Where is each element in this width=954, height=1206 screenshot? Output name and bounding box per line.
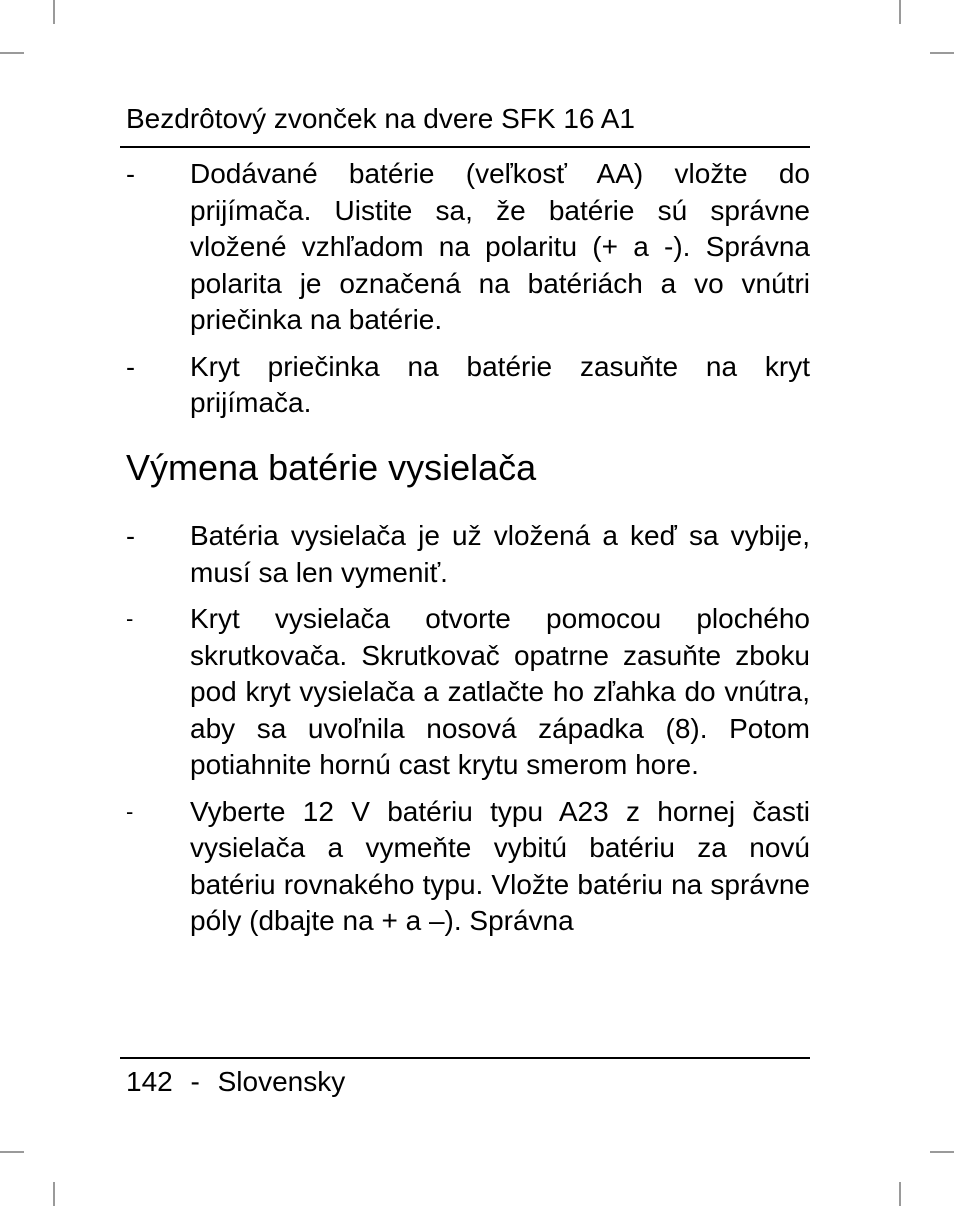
list-item-text: Batéria vysielača je už vložená a keď sa vybije, musí sa len vymeniť. bbox=[190, 520, 810, 588]
list-bullet: - bbox=[126, 606, 134, 631]
footer-language: Slovensky bbox=[217, 1066, 346, 1097]
crop-mark-bottom-right-horizontal bbox=[930, 1151, 954, 1153]
list-item-text: Vyberte 12 V batériu typu A23 z hornej časti vysielača a vymeňte vybitú batériu za novú batériu rovnakého typu. Vložte batériu na správne póly (dbajte na + a –). Správna bbox=[190, 795, 810, 936]
crop-mark-top-right bbox=[899, 0, 901, 24]
crop-mark-bottom-left-horizontal bbox=[0, 1151, 24, 1153]
list-item bbox=[126, 518, 810, 591]
page-footer bbox=[126, 1064, 345, 1100]
list-bullet: - bbox=[126, 798, 134, 824]
crop-mark-top-left-horizontal bbox=[0, 52, 24, 54]
transmitter-battery-list bbox=[126, 518, 810, 940]
list-item bbox=[126, 156, 810, 339]
list-item-text: Kryt vysielača otvorte pomocou plochého skrutkovača. Skrutkovač opatrne zasuňte zboku pod kryt vysielača a zatlačte ho zľahka do vnútra, aby sa uvoľnila nosová západka (8). Potom potiahnite hornú cast krytu smerom hore. bbox=[190, 603, 810, 780]
crop-mark-bottom-left bbox=[53, 1182, 55, 1206]
footer-separator: - bbox=[190, 1066, 200, 1097]
list-bullet: - bbox=[126, 351, 135, 382]
crop-mark-top-right-horizontal bbox=[930, 52, 954, 54]
list-item bbox=[126, 349, 810, 422]
list-item bbox=[126, 601, 810, 784]
crop-mark-top-left bbox=[53, 0, 55, 24]
footer-rule bbox=[120, 1057, 810, 1059]
crop-mark-bottom-right bbox=[899, 1182, 901, 1206]
list-item bbox=[126, 794, 810, 940]
battery-insert-list bbox=[126, 156, 810, 422]
list-item-text: Dodávané batérie (veľkosť AA) vložte do prijímača. Uistite sa, že batérie sú správne vložené vzhľadom na polaritu (+ a -). Správna polarita je označená na batériách a vo vnútri priečinka na batérie. bbox=[190, 158, 810, 335]
section-heading: Výmena batérie vysielača bbox=[126, 447, 537, 488]
list-bullet: - bbox=[126, 521, 135, 551]
list-item-text: Kryt priečinka na batérie zasuňte na kryt prijímača. bbox=[190, 350, 810, 418]
list-bullet: - bbox=[126, 159, 135, 189]
page-number: 142 bbox=[126, 1066, 173, 1097]
header-rule bbox=[120, 146, 810, 148]
page-header-title: Bezdrôtový zvonček na dvere SFK 16 A1 bbox=[126, 103, 635, 134]
